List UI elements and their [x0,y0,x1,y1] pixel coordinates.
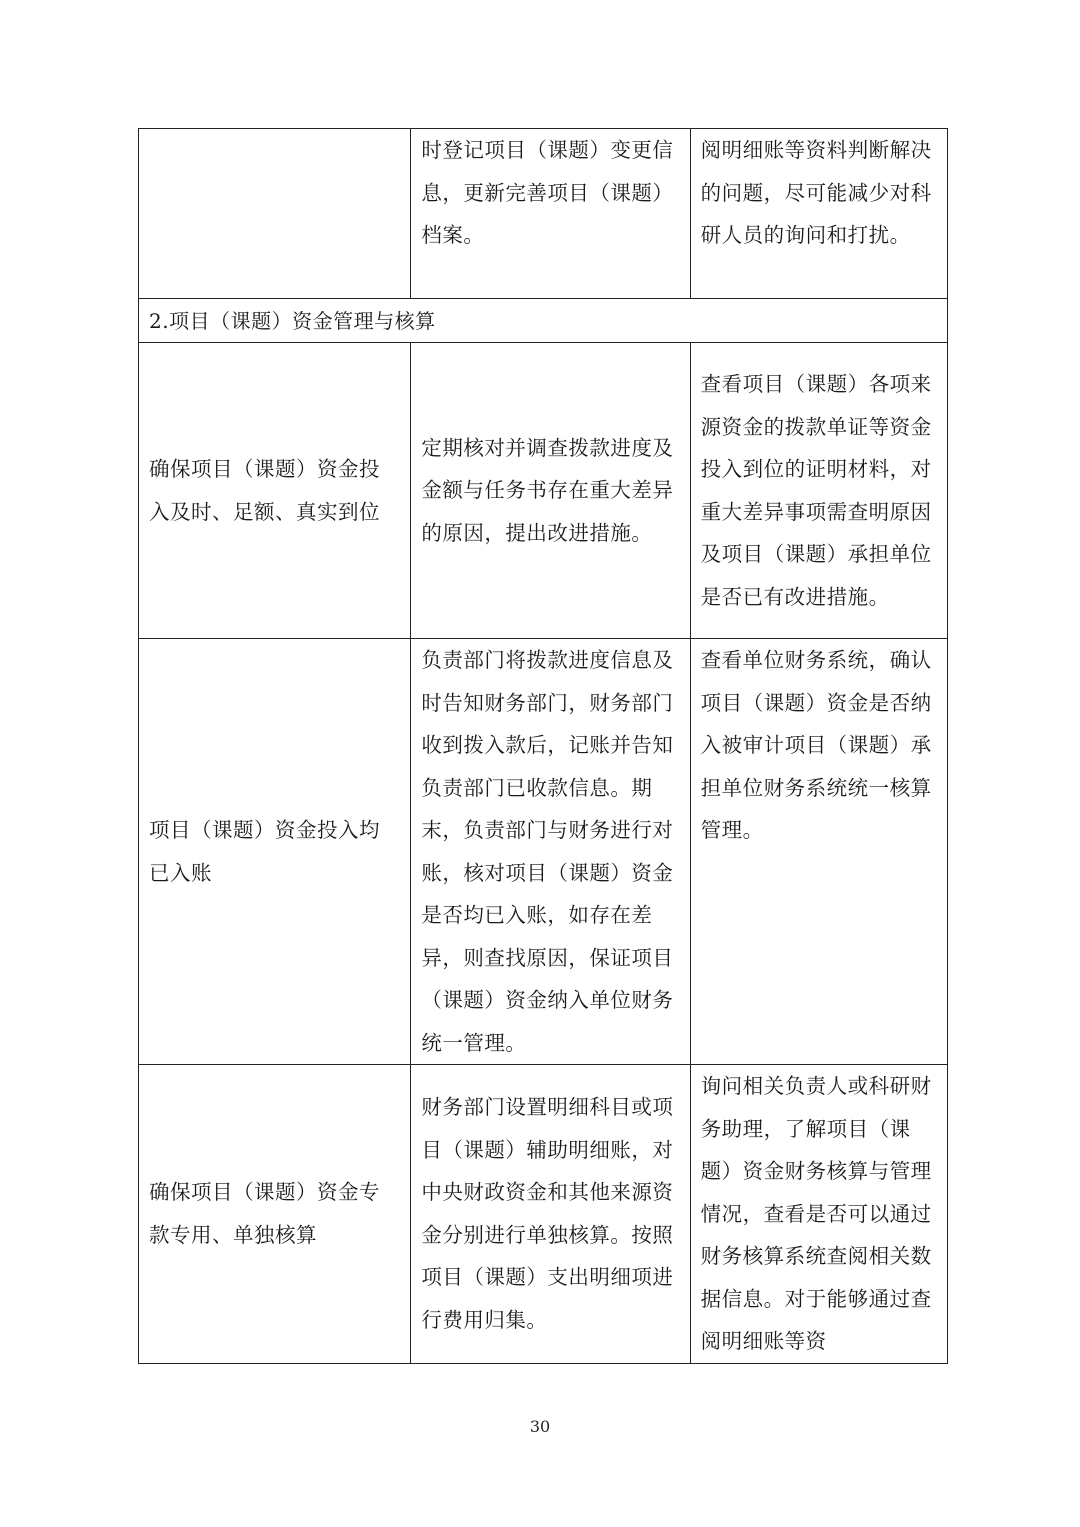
section-heading: 2.项目（课题）资金管理与核算 [139,299,948,343]
table-row [139,1065,948,1364]
row-1-control: 时登记项目（课题）变更信息，更新完善项目（课题）档案。 [411,129,690,299]
table-row [139,639,948,1065]
row-3-audit: 查看项目（课题）各项来源资金的拨款单证等资金投入到位的证明材料，对重大差异事项需查明原因及项目（课题）承担单位是否已有改进措施。 [690,343,947,639]
row-1-objective [139,129,411,299]
row-3-objective: 确保项目（课题）资金投入及时、足额、真实到位 [139,343,411,639]
section-row [139,299,948,343]
document-table [138,128,948,1364]
row-4-objective: 项目（课题）资金投入均已入账 [139,639,411,1065]
row-4-control: 负责部门将拨款进度信息及时告知财务部门，财务部门收到拨入款后，记账并告知负责部门已收款信息。期末，负责部门与财务进行对账，核对项目（课题）资金是否均已入账，如存在差异，则查找原因，保证项目（课题）资金纳入单位财务统一管理。 [411,639,690,1065]
table-row [139,129,948,299]
row-5-objective: 确保项目（课题）资金专款专用、单独核算 [139,1065,411,1364]
row-5-audit: 询问相关负责人或科研财务助理，了解项目（课题）资金财务核算与管理情况，查看是否可以通过财务核算系统查阅相关数据信息。对于能够通过查阅明细账等资 [690,1065,947,1364]
table-row [139,343,948,639]
row-4-audit: 查看单位财务系统，确认项目（课题）资金是否纳入被审计项目（课题）承担单位财务系统统一核算管理。 [690,639,947,1065]
row-5-control: 财务部门设置明细科目或项目（课题）辅助明细账，对中央财政资金和其他来源资金分别进行单独核算。按照项目（课题）支出明细项进行费用归集。 [411,1065,690,1364]
row-1-audit: 阅明细账等资料判断解决的问题，尽可能减少对科研人员的询问和打扰。 [690,129,947,299]
page-number: 30 [529,1417,551,1436]
row-3-control: 定期核对并调查拨款进度及金额与任务书存在重大差异的原因，提出改进措施。 [411,343,690,639]
